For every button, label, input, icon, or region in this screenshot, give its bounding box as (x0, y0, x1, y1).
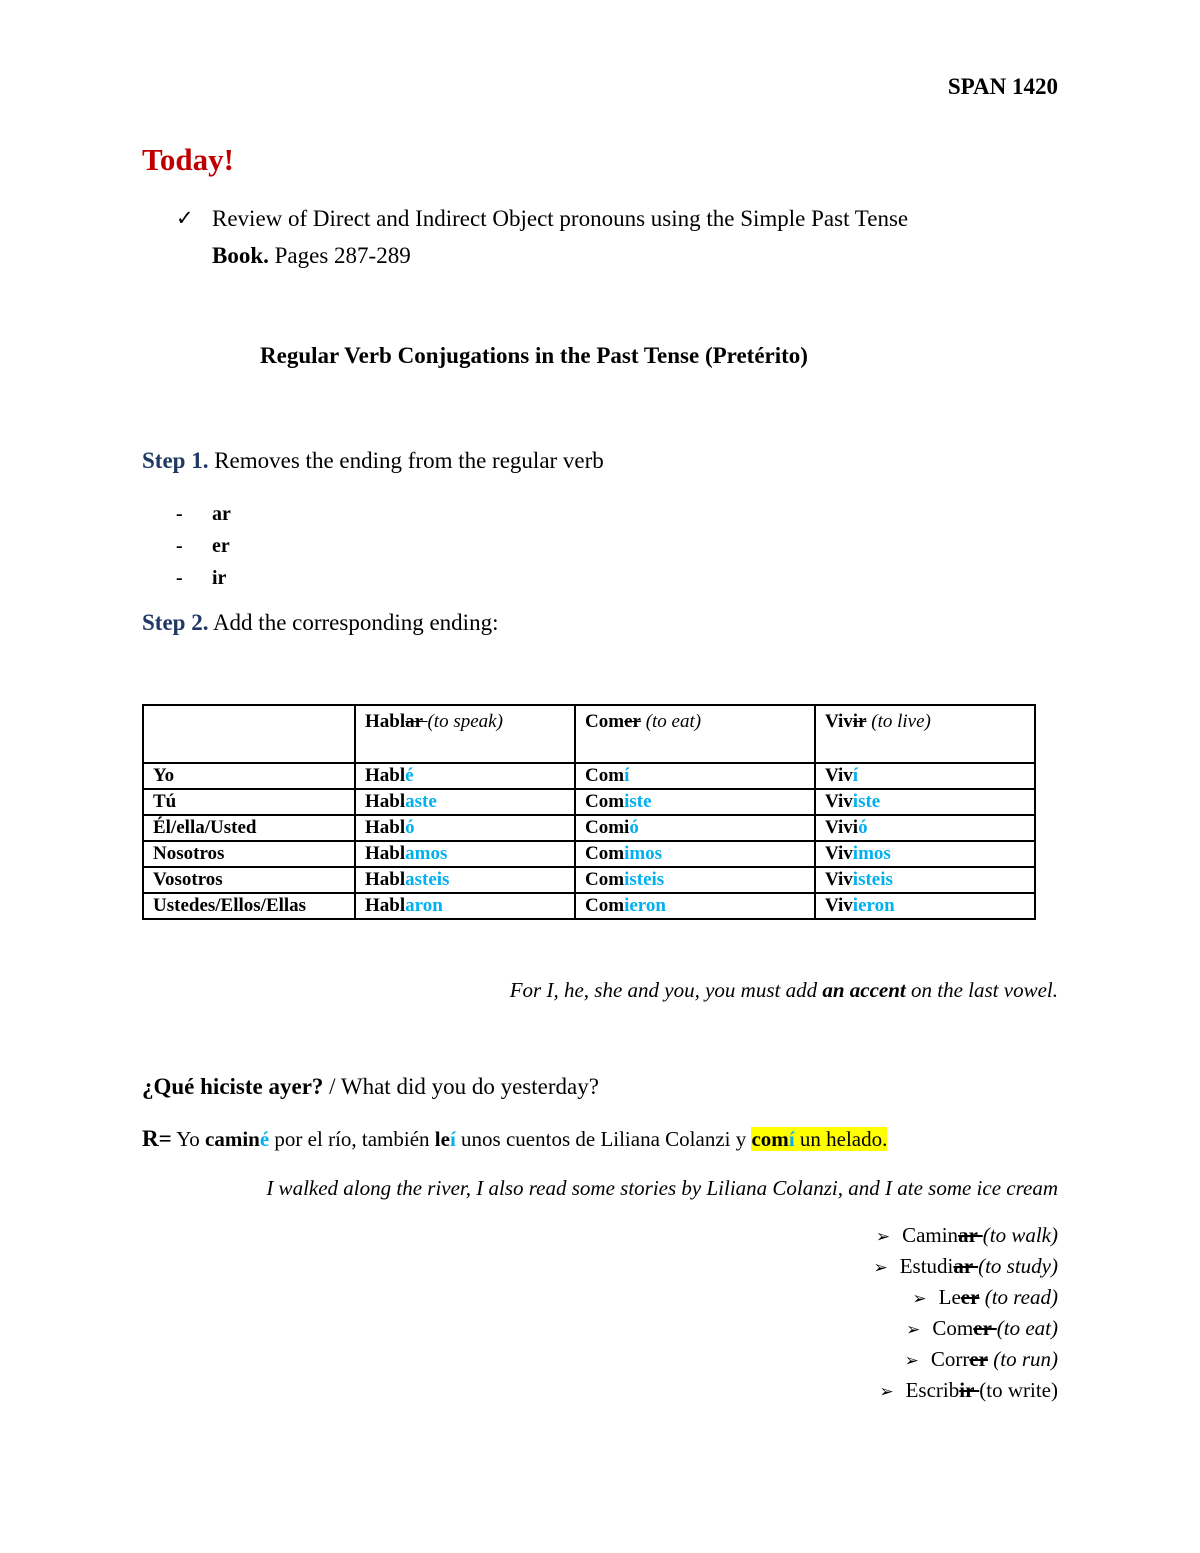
list-item: ➢ Comer (to eat) (906, 1316, 1058, 1340)
list-item: ➢ Caminar (to walk) (875, 1223, 1058, 1247)
list-item: ➢ Correr (to run) (904, 1347, 1058, 1371)
table-header-row (143, 705, 1035, 763)
arrow-bullet-icon: ➢ (912, 1289, 927, 1309)
step-1 (142, 448, 604, 474)
conjugation-cell: Hablaron (355, 893, 575, 919)
conjugation-cell: Vivieron (815, 893, 1035, 919)
answer-sentence: R= Yo caminé por el río, también leí unos cuentos de Liliana Colanzi y comí un helado. (142, 1126, 888, 1151)
conjugation-cell: Comí (575, 763, 815, 789)
conjugation-cell: Comió (575, 815, 815, 841)
pronoun-cell: Vosotros (143, 867, 355, 893)
pronoun-cell: Ustedes/Ellos/Ellas (143, 893, 355, 919)
highlighted-phrase: comí un helado. (751, 1127, 888, 1151)
conjugation-table (142, 704, 1036, 920)
conjugation-cell: Comieron (575, 893, 815, 919)
arrow-bullet-icon: ➢ (875, 1227, 891, 1247)
table-row (143, 893, 1035, 919)
verb-list (873, 1220, 1058, 1406)
arrow-bullet-icon: ➢ (904, 1351, 919, 1371)
step-1-label: Step 1. (142, 448, 209, 473)
conjugation-cell: Viviste (815, 789, 1035, 815)
pronoun-cell: Tú (143, 789, 355, 815)
table-row (143, 815, 1035, 841)
list-item: ➢ Leer (to read) (912, 1285, 1058, 1309)
conjugation-cell: Hablamos (355, 841, 575, 867)
conjugation-cell: Vivió (815, 815, 1035, 841)
conjugation-cell: Comimos (575, 841, 815, 867)
table-row (143, 841, 1035, 867)
checkmark-icon: ✓ (176, 206, 194, 230)
translation-sentence: I walked along the river, I also read some stories by Liliana Colanzi, and I ate some ice cream (266, 1176, 1058, 1200)
pronoun-cell: Yo (143, 763, 355, 789)
course-code: SPAN 1420 (947, 74, 1058, 99)
table-row (143, 789, 1035, 815)
table-row (143, 867, 1035, 893)
conjugation-cell: Hablé (355, 763, 575, 789)
conjugation-cell: Comiste (575, 789, 815, 815)
arrow-bullet-icon: ➢ (906, 1320, 921, 1340)
list-item: ➢ Estudiar (to study) (873, 1254, 1058, 1278)
step-2-label: Step 2. (142, 610, 209, 635)
table-corner-cell (143, 705, 355, 763)
section-title: Regular Verb Conjugations in the Past Tense (Pretérito) (260, 343, 808, 368)
conjugation-cell: Hablasteis (355, 867, 575, 893)
conjugation-cell: Vivimos (815, 841, 1035, 867)
conjugation-cell: Hablaste (355, 789, 575, 815)
today-heading: Today! (142, 142, 234, 177)
pronoun-cell: Él/ella/Usted (143, 815, 355, 841)
conjugation-cell: Habló (355, 815, 575, 841)
conjugation-cell: Comisteis (575, 867, 815, 893)
table-header-cell: Vivir (to live) (815, 705, 1035, 763)
arrow-bullet-icon: ➢ (879, 1382, 894, 1402)
conjugation-cell: Viví (815, 763, 1035, 789)
list-item: ➢ Escribir (to write) (879, 1378, 1058, 1402)
agenda-review-text: Review of Direct and Indirect Object pronouns using the Simple Past Tense (212, 206, 909, 231)
pronoun-cell: Nosotros (143, 841, 355, 867)
conjugation-cell: Vivisteis (815, 867, 1035, 893)
step-2 (142, 610, 498, 636)
arrow-bullet-icon: ➢ (873, 1258, 888, 1278)
question-heading: ¿Qué hiciste ayer? / What did you do yesterday? (142, 1074, 599, 1099)
step-2-text: Add the corresponding ending: (212, 610, 499, 635)
table-header-cell: Hablar (to speak) (355, 705, 575, 763)
accent-note: For I, he, she and you, you must add an accent on the last vowel. (509, 978, 1058, 1002)
step-1-text: Removes the ending from the regular verb (214, 448, 604, 473)
table-row (143, 763, 1035, 789)
agenda-book-line: Book. Pages 287-289 (212, 243, 411, 268)
table-header-cell: Comer (to eat) (575, 705, 815, 763)
